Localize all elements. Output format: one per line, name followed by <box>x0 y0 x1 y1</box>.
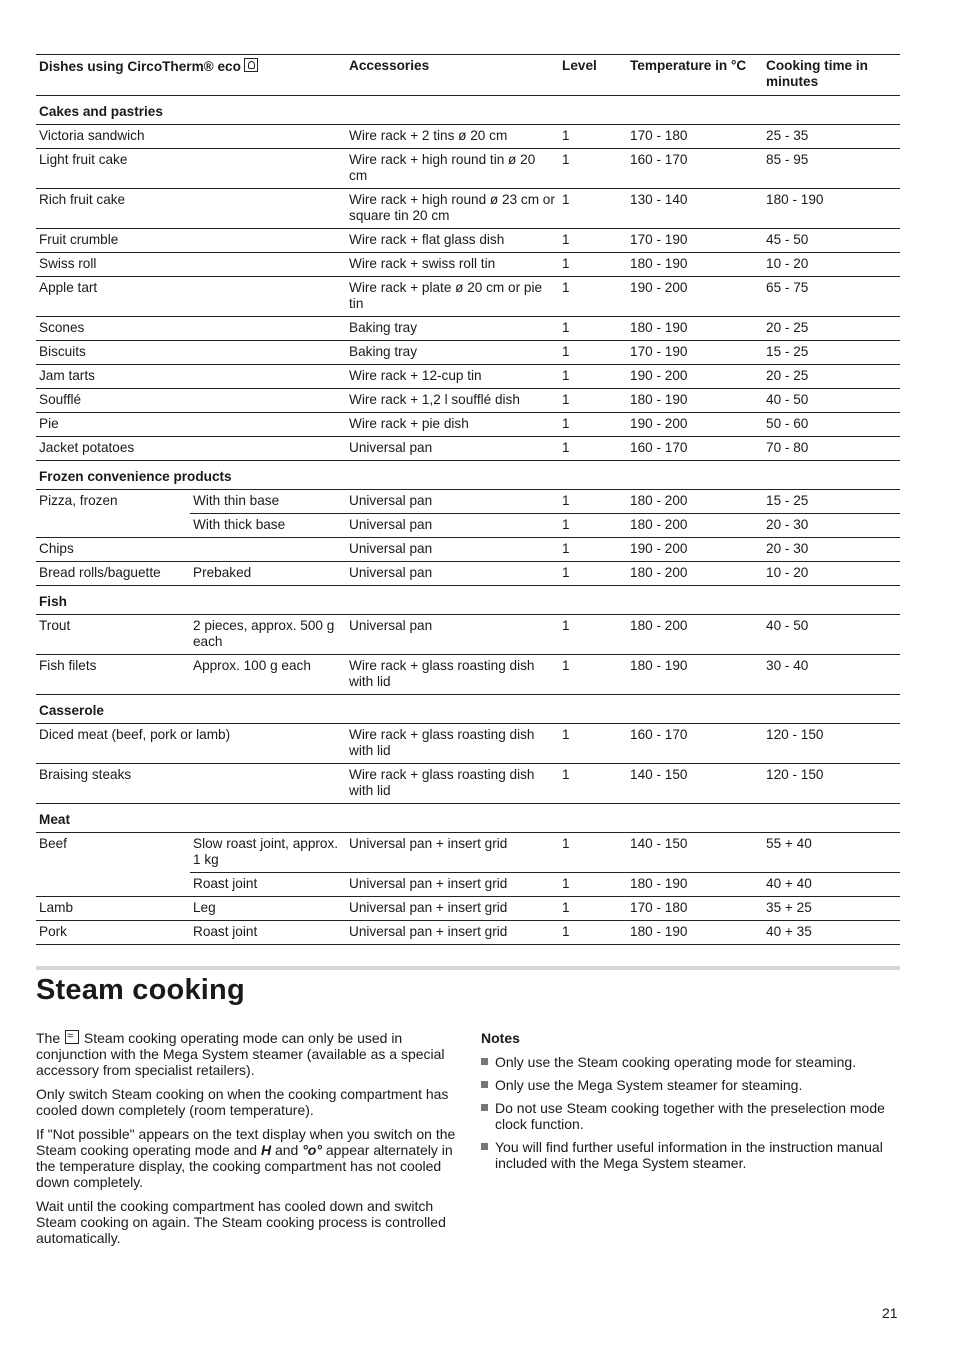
temperature-cell: 190 - 200 <box>627 365 763 389</box>
level-cell: 1 <box>559 125 627 149</box>
section-heading: Steam cooking <box>36 974 245 1006</box>
header-temperature: Temperature in °C <box>627 55 763 96</box>
time-cell: 20 - 30 <box>763 514 900 538</box>
temperature-cell: 180 - 200 <box>627 615 763 655</box>
detail-cell: Slow roast joint, approx. 1 kg <box>190 833 346 873</box>
accessories-cell: Wire rack + high round ø 23 cm or square tin 20 cm <box>346 189 559 229</box>
bullet-icon <box>481 1104 488 1111</box>
temperature-cell: 190 - 200 <box>627 277 763 317</box>
table-row <box>36 514 900 538</box>
time-cell: 10 - 20 <box>763 562 900 586</box>
paragraph: Wait until the cooking compartment has cooled down and switch Steam cooking on again. The Steam cooking process is controlled automatically. <box>36 1198 446 1246</box>
accessories-cell: Wire rack + high round tin ø 20 cm <box>346 149 559 189</box>
paragraph: If "Not possible" appears on the text display when you switch on the Steam cooking operating mode and H and °o° appear alternately in the temperature display, the cooking compartment has not cooled down completely. <box>36 1126 456 1190</box>
level-cell: 1 <box>559 277 627 317</box>
bullet-icon <box>481 1143 488 1150</box>
temperature-cell: 180 - 200 <box>627 514 763 538</box>
accessories-cell: Wire rack + glass roasting dish with lid <box>346 655 559 695</box>
dish-cell: Apple tart <box>36 277 346 317</box>
temperature-cell: 140 - 150 <box>627 764 763 804</box>
dish-cell: Trout <box>36 615 190 655</box>
time-cell: 120 - 150 <box>763 724 900 764</box>
level-cell: 1 <box>559 655 627 695</box>
temperature-cell: 190 - 200 <box>627 538 763 562</box>
table-row <box>36 125 900 149</box>
section-title: Frozen convenience products <box>36 461 900 490</box>
time-cell: 15 - 25 <box>763 490 900 514</box>
temperature-cell: 160 - 170 <box>627 149 763 189</box>
table-row <box>36 389 900 413</box>
temperature-cell: 180 - 190 <box>627 389 763 413</box>
table-row <box>36 413 900 437</box>
dish-cell: Diced meat (beef, pork or lamb) <box>36 724 346 764</box>
time-cell: 180 - 190 <box>763 189 900 229</box>
table-row <box>36 615 900 655</box>
temperature-cell: 180 - 190 <box>627 317 763 341</box>
level-cell: 1 <box>559 514 627 538</box>
accessories-cell: Universal pan + insert grid <box>346 873 559 897</box>
level-cell: 1 <box>559 764 627 804</box>
level-cell: 1 <box>559 724 627 764</box>
accessories-cell: Universal pan <box>346 490 559 514</box>
temperature-cell: 170 - 180 <box>627 125 763 149</box>
bullet-icon <box>481 1081 488 1088</box>
time-cell: 15 - 25 <box>763 341 900 365</box>
dish-cell: Braising steaks <box>36 764 346 804</box>
temperature-cell: 180 - 190 <box>627 655 763 695</box>
dish-cell: Pizza, frozen <box>39 493 118 508</box>
table-row <box>36 873 900 897</box>
table-row <box>36 341 900 365</box>
temperature-cell: 180 - 190 <box>627 921 763 945</box>
steam-intro-column <box>36 1030 456 1254</box>
list-item: Do not use Steam cooking together with the preselection mode clock function. <box>481 1100 901 1132</box>
circotherm-eco-icon <box>244 58 258 72</box>
steam-mode-icon <box>65 1030 79 1044</box>
accessories-cell: Universal pan <box>346 538 559 562</box>
notes-list <box>481 1054 901 1171</box>
time-cell: 120 - 150 <box>763 764 900 804</box>
detail-cell: With thick base <box>190 514 346 538</box>
time-cell: 45 - 50 <box>763 229 900 253</box>
table-row <box>36 833 900 873</box>
list-item: Only use the Steam cooking operating mode for steaming. <box>481 1054 901 1070</box>
table-row <box>36 149 900 189</box>
temperature-cell: 170 - 190 <box>627 341 763 365</box>
list-item: You will find further useful information in the instruction manual included with the Mega System steamer. <box>481 1139 901 1171</box>
time-cell: 55 + 40 <box>763 833 900 873</box>
dish-cell: Pie <box>36 413 346 437</box>
dish-cell <box>36 873 190 897</box>
dish-cell: Beef <box>39 836 67 851</box>
notes-title: Notes <box>481 1030 520 1046</box>
dish-cell: Light fruit cake <box>36 149 346 189</box>
temperature-cell: 180 - 190 <box>627 873 763 897</box>
temperature-cell: 180 - 190 <box>627 253 763 277</box>
detail-cell: Prebaked <box>190 562 346 586</box>
temperature-cell: 180 - 200 <box>627 562 763 586</box>
paragraph: Only switch Steam cooking on when the cooking compartment has cooled down completely (room temperature). <box>36 1086 449 1118</box>
table-row <box>36 277 900 317</box>
temperature-cell: 160 - 170 <box>627 437 763 461</box>
accessories-cell: Universal pan <box>346 437 559 461</box>
dish-cell <box>36 514 190 538</box>
table-row <box>36 764 900 804</box>
time-cell: 65 - 75 <box>763 277 900 317</box>
dish-cell: Swiss roll <box>36 253 346 277</box>
accessories-cell: Wire rack + 2 tins ø 20 cm <box>346 125 559 149</box>
accessories-cell: Universal pan + insert grid <box>346 897 559 921</box>
detail-cell: Roast joint <box>190 873 346 897</box>
accessories-cell: Wire rack + 12-cup tin <box>346 365 559 389</box>
level-cell: 1 <box>559 538 627 562</box>
table-row <box>36 538 900 562</box>
temperature-cell: 140 - 150 <box>627 833 763 873</box>
time-cell: 20 - 25 <box>763 365 900 389</box>
section-title: Fish <box>36 586 900 615</box>
accessories-cell: Universal pan <box>346 562 559 586</box>
time-cell: 40 - 50 <box>763 389 900 413</box>
section-row <box>36 586 900 615</box>
accessories-cell: Universal pan + insert grid <box>346 921 559 945</box>
level-cell: 1 <box>559 897 627 921</box>
dish-cell: Soufflé <box>36 389 346 413</box>
time-cell: 40 - 50 <box>763 615 900 655</box>
display-dots-symbol: °o° <box>302 1142 322 1158</box>
detail-cell: Roast joint <box>190 921 346 945</box>
time-cell: 30 - 40 <box>763 655 900 695</box>
table-row <box>36 562 900 586</box>
dish-cell: Victoria sandwich <box>36 125 346 149</box>
section-row <box>36 804 900 833</box>
header-level: Level <box>559 55 627 96</box>
accessories-cell: Wire rack + 1,2 l soufflé dish <box>346 389 559 413</box>
temperature-cell: 160 - 170 <box>627 724 763 764</box>
header-dishes: Dishes using CircoTherm® eco <box>36 55 346 96</box>
cooking-table <box>36 54 900 945</box>
dish-cell: Biscuits <box>36 341 346 365</box>
detail-cell: Leg <box>190 897 346 921</box>
table-row <box>36 437 900 461</box>
level-cell: 1 <box>559 413 627 437</box>
table-row <box>36 655 900 695</box>
dish-cell: Rich fruit cake <box>36 189 346 229</box>
level-cell: 1 <box>559 365 627 389</box>
accessories-cell: Universal pan + insert grid <box>346 833 559 873</box>
header-accessories: Accessories <box>346 55 559 96</box>
accessories-cell: Baking tray <box>346 317 559 341</box>
level-cell: 1 <box>559 189 627 229</box>
temperature-cell: 130 - 140 <box>627 189 763 229</box>
accessories-cell: Baking tray <box>346 341 559 365</box>
header-time: Cooking time in minutes <box>763 55 900 96</box>
level-cell: 1 <box>559 921 627 945</box>
page-number: 21 <box>882 1305 898 1321</box>
detail-cell: With thin base <box>190 490 346 514</box>
detail-cell: Approx. 100 g each <box>190 655 346 695</box>
notes-column <box>481 1030 901 1178</box>
dish-cell: Pork <box>36 921 190 945</box>
accessories-cell: Universal pan <box>346 615 559 655</box>
table-row <box>36 229 900 253</box>
level-cell: 1 <box>559 149 627 189</box>
section-divider <box>36 966 900 970</box>
display-h-symbol: H <box>260 1142 272 1158</box>
level-cell: 1 <box>559 562 627 586</box>
section-row <box>36 96 900 125</box>
table-row <box>36 490 900 514</box>
accessories-cell: Wire rack + glass roasting dish with lid <box>346 764 559 804</box>
section-title: Cakes and pastries <box>36 96 900 125</box>
time-cell: 20 - 25 <box>763 317 900 341</box>
dish-cell: Fruit crumble <box>36 229 346 253</box>
time-cell: 40 + 40 <box>763 873 900 897</box>
table-row <box>36 253 900 277</box>
level-cell: 1 <box>559 873 627 897</box>
dish-cell: Fish filets <box>36 655 190 695</box>
level-cell: 1 <box>559 833 627 873</box>
detail-cell: 2 pieces, approx. 500 g each <box>190 615 346 655</box>
section-title: Casserole <box>36 695 900 724</box>
level-cell: 1 <box>559 229 627 253</box>
table-row <box>36 189 900 229</box>
table-row <box>36 897 900 921</box>
table-header-row <box>36 55 900 96</box>
dish-cell: Jacket potatoes <box>36 437 346 461</box>
level-cell: 1 <box>559 389 627 413</box>
time-cell: 35 + 25 <box>763 897 900 921</box>
level-cell: 1 <box>559 253 627 277</box>
paragraph: The ≈ Steam cooking operating mode can only be used in conjunction with the Mega System steamer (available as a special accessory from specialist retailers). <box>36 1030 456 1078</box>
dish-cell: Chips <box>36 538 190 562</box>
temperature-cell: 190 - 200 <box>627 413 763 437</box>
section-title: Meat <box>36 804 900 833</box>
table-row <box>36 921 900 945</box>
accessories-cell: Universal pan <box>346 514 559 538</box>
section-row <box>36 461 900 490</box>
time-cell: 40 + 35 <box>763 921 900 945</box>
accessories-cell: Wire rack + glass roasting dish with lid <box>346 724 559 764</box>
time-cell: 10 - 20 <box>763 253 900 277</box>
level-cell: 1 <box>559 341 627 365</box>
dish-cell: Scones <box>36 317 346 341</box>
time-cell: 20 - 30 <box>763 538 900 562</box>
level-cell: 1 <box>559 317 627 341</box>
time-cell: 50 - 60 <box>763 413 900 437</box>
accessories-cell: Wire rack + pie dish <box>346 413 559 437</box>
level-cell: 1 <box>559 490 627 514</box>
accessories-cell: Wire rack + flat glass dish <box>346 229 559 253</box>
level-cell: 1 <box>559 615 627 655</box>
accessories-cell: Wire rack + plate ø 20 cm or pie tin <box>346 277 559 317</box>
table-row <box>36 365 900 389</box>
level-cell: 1 <box>559 437 627 461</box>
detail-cell <box>190 538 346 562</box>
dish-cell: Lamb <box>36 897 190 921</box>
time-cell: 25 - 35 <box>763 125 900 149</box>
time-cell: 85 - 95 <box>763 149 900 189</box>
time-cell: 70 - 80 <box>763 437 900 461</box>
dish-cell: Bread rolls/baguette <box>36 562 190 586</box>
table-row <box>36 724 900 764</box>
list-item: Only use the Mega System steamer for steaming. <box>481 1077 901 1093</box>
section-row <box>36 695 900 724</box>
dish-cell: Jam tarts <box>36 365 346 389</box>
temperature-cell: 180 - 200 <box>627 490 763 514</box>
temperature-cell: 170 - 180 <box>627 897 763 921</box>
table-row <box>36 317 900 341</box>
temperature-cell: 170 - 190 <box>627 229 763 253</box>
bullet-icon <box>481 1058 488 1065</box>
accessories-cell: Wire rack + swiss roll tin <box>346 253 559 277</box>
